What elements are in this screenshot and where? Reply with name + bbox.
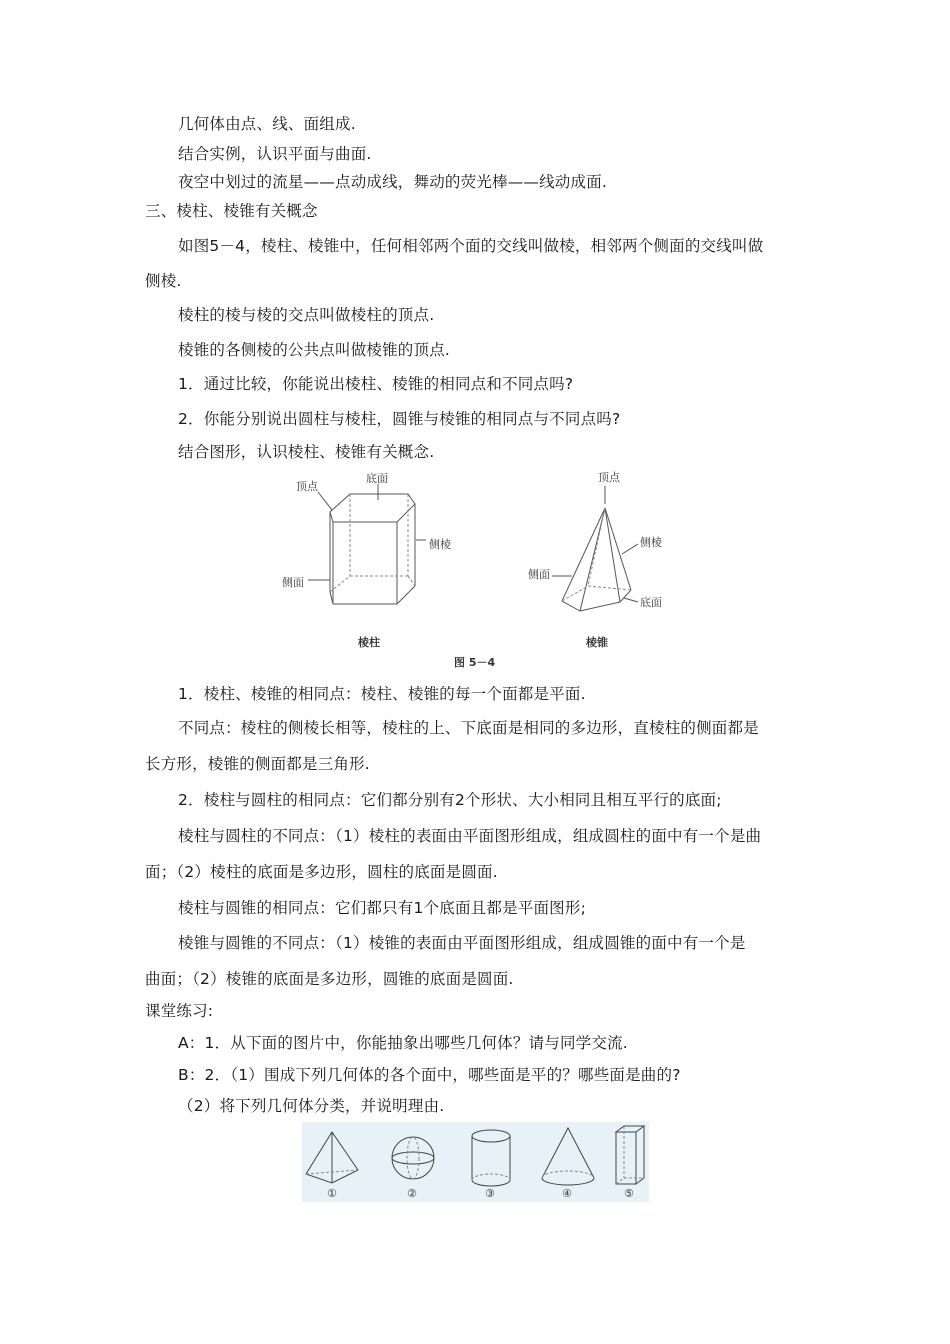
question-1: 1．通过比较，你能说出棱柱、棱锥的相同点和不同点吗? (178, 375, 574, 393)
prism-lateral-face-label: 侧面 (282, 576, 304, 589)
pyramid-lateral-edge-label: 侧棱 (640, 536, 662, 549)
solid-label-4: ④ (562, 1187, 572, 1200)
solid-label-2: ② (407, 1187, 417, 1200)
text-line: 长方形，棱锥的侧面都是三角形. (145, 755, 370, 773)
solid-label-1: ① (327, 1187, 337, 1200)
figure-caption: 图 5－4 (454, 656, 496, 669)
prism-name: 棱柱 (358, 636, 380, 649)
text-line: 几何体由点、线、面组成. (178, 115, 356, 133)
text-line: 曲面；（2）棱锥的底面是多边形，圆锥的底面是圆面. (145, 970, 514, 988)
pyramid-lateral-face-label: 侧面 (528, 568, 550, 581)
exercise-a: A：1．从下面的图片中，你能抽象出哪些几何体？请与同学交流. (178, 1034, 628, 1052)
solids-background (302, 1122, 649, 1202)
pyramid-base-label: 底面 (640, 596, 662, 609)
pyramid-name: 棱锥 (586, 636, 608, 649)
question-2: 2．你能分别说出圆柱与棱柱，圆锥与棱锥的相同点与不同点吗? (178, 410, 621, 428)
text-line: 侧棱. (145, 272, 182, 290)
text-line: 面；（2）棱柱的底面是多边形，圆柱的底面是圆面. (145, 863, 498, 881)
text-line: 棱柱的棱与棱的交点叫做棱柱的顶点. (178, 306, 435, 324)
text-line: 2．棱柱与圆柱的相同点：它们都分别有2个形状、大小相同且相互平行的底面; (178, 791, 722, 809)
text-line: 结合实例，认识平面与曲面. (178, 145, 372, 163)
text-line: 如图5－4，棱柱、棱锥中，任何相邻两个面的交线叫做棱，相邻两个侧面的交线叫做 (178, 237, 764, 255)
text-line: 棱柱与圆锥的相同点：它们都只有1个底面且都是平面图形; (178, 899, 586, 917)
prism-vertex-label: 顶点 (296, 480, 318, 493)
text-line: 棱锥的各侧棱的公共点叫做棱锥的顶点. (178, 341, 451, 359)
solid-label-5: ⑤ (624, 1187, 634, 1200)
figure-5-4 (280, 466, 680, 674)
text-line: 1．棱柱、棱锥的相同点：棱柱、棱锥的每一个面都是平面. (178, 685, 586, 703)
prism-base-label: 底面 (366, 472, 388, 485)
section-heading: 课堂练习: (145, 1002, 214, 1020)
text-line: 棱锥与圆锥的不同点：（1）棱锥的表面由平面图形组成，组成圆锥的面中有一个是 (178, 934, 746, 952)
text-line: 不同点：棱柱的侧棱长相等，棱柱的上、下底面是相同的多边形，直棱柱的侧面都是 (178, 719, 759, 737)
prism-lateral-edge-label: 侧棱 (429, 538, 451, 551)
solids-figure (302, 1122, 649, 1202)
text-line: 结合图形，认识棱柱、棱锥有关概念. (178, 443, 435, 461)
pyramid-vertex-label: 顶点 (598, 471, 620, 484)
exercise-b-2: （2）将下列几何体分类，并说明理由. (178, 1097, 445, 1115)
text-line: 夜空中划过的流星——点动成线，舞动的荧光棒——线动成面. (178, 173, 608, 191)
prism-top-face (330, 494, 415, 522)
section-heading: 三、棱柱、棱锥有关概念 (145, 202, 318, 220)
solid-label-3: ③ (485, 1187, 495, 1200)
exercise-b: B：2．（1）围成下列几何体的各个面中，哪些面是平的？哪些面是曲的? (178, 1066, 681, 1084)
text-line: 棱柱与圆柱的不同点：（1）棱柱的表面由平面图形组成，组成圆柱的面中有一个是曲 (178, 827, 762, 845)
